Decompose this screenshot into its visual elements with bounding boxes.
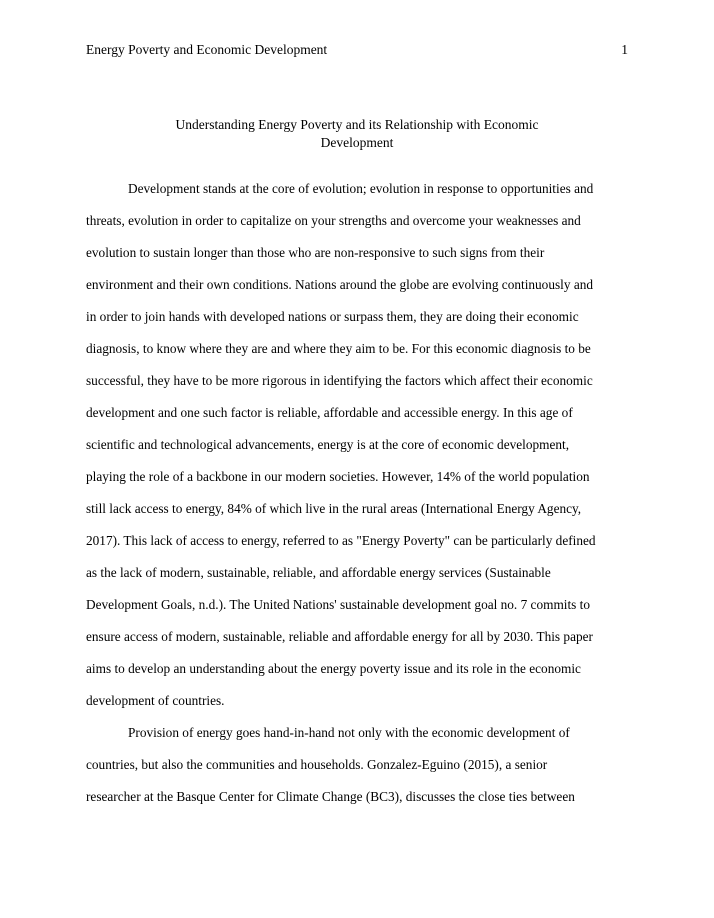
paragraph-line: Development stands at the core of evolution; evolution in response to opportunities and [128, 181, 594, 196]
paragraph-line: environment and their own conditions. Nations around the globe are evolving continuously and [86, 277, 594, 292]
running-head-title: Energy Poverty and Economic Development [86, 42, 328, 57]
paragraph-line: successful, they have to be more rigorous in identifying the factors which affect their economic [86, 373, 593, 388]
paragraph-line: playing the role of a backbone in our modern societies. However, 14% of the world population [86, 469, 590, 484]
paragraph-line: evolution to sustain longer than those who are non-responsive to such signs from their [86, 245, 545, 260]
running-head [86, 40, 628, 60]
paragraph-line: aims to develop an understanding about the energy poverty issue and its role in the economic [86, 661, 581, 676]
paragraph-line: in order to join hands with developed nations or surpass them, they are doing their economic [86, 309, 579, 324]
paragraph-line: development and one such factor is reliable, affordable and accessible energy. In this age of [86, 405, 573, 420]
paragraph-line: Provision of energy goes hand-in-hand not only with the economic development of [128, 725, 570, 740]
page-number: 1 [621, 42, 628, 57]
paragraph-line: as the lack of modern, sustainable, reliable, and affordable energy services (Sustainable [86, 565, 551, 580]
paragraph-line: ensure access of modern, sustainable, reliable and affordable energy for all by 2030. This paper [86, 629, 593, 644]
paragraph-line: 2017). This lack of access to energy, referred to as "Energy Poverty" can be particularly defined [86, 533, 596, 548]
paragraph-line: countries, but also the communities and households. Gonzalez-Eguino (2015), a senior [86, 757, 548, 772]
document-title [150, 116, 564, 152]
paragraph-line: scientific and technological advancements, energy is at the core of economic development, [86, 437, 570, 452]
paragraph-1 [86, 176, 646, 720]
paragraph-line: Development Goals, n.d.). The United Nations' sustainable development goal no. 7 commits to [86, 597, 591, 612]
paragraph-line: researcher at the Basque Center for Climate Change (BC3), discusses the close ties between [86, 789, 575, 804]
paragraph-line: threats, evolution in order to capitalize on your strengths and overcome your weaknesses and [86, 213, 581, 228]
paragraph-line: still lack access to energy, 84% of which live in the rural areas (International Energy Agency, [86, 501, 582, 516]
paragraph-line: development of countries. [86, 693, 225, 708]
paragraph-2 [86, 720, 646, 816]
document-title-line-1: Understanding Energy Poverty and its Relationship with Economic [175, 117, 539, 132]
document-title-line-2: Development [320, 135, 394, 150]
body-text [86, 176, 646, 816]
paragraph-line: diagnosis, to know where they are and where they aim to be. For this economic diagnosis to be [86, 341, 591, 356]
